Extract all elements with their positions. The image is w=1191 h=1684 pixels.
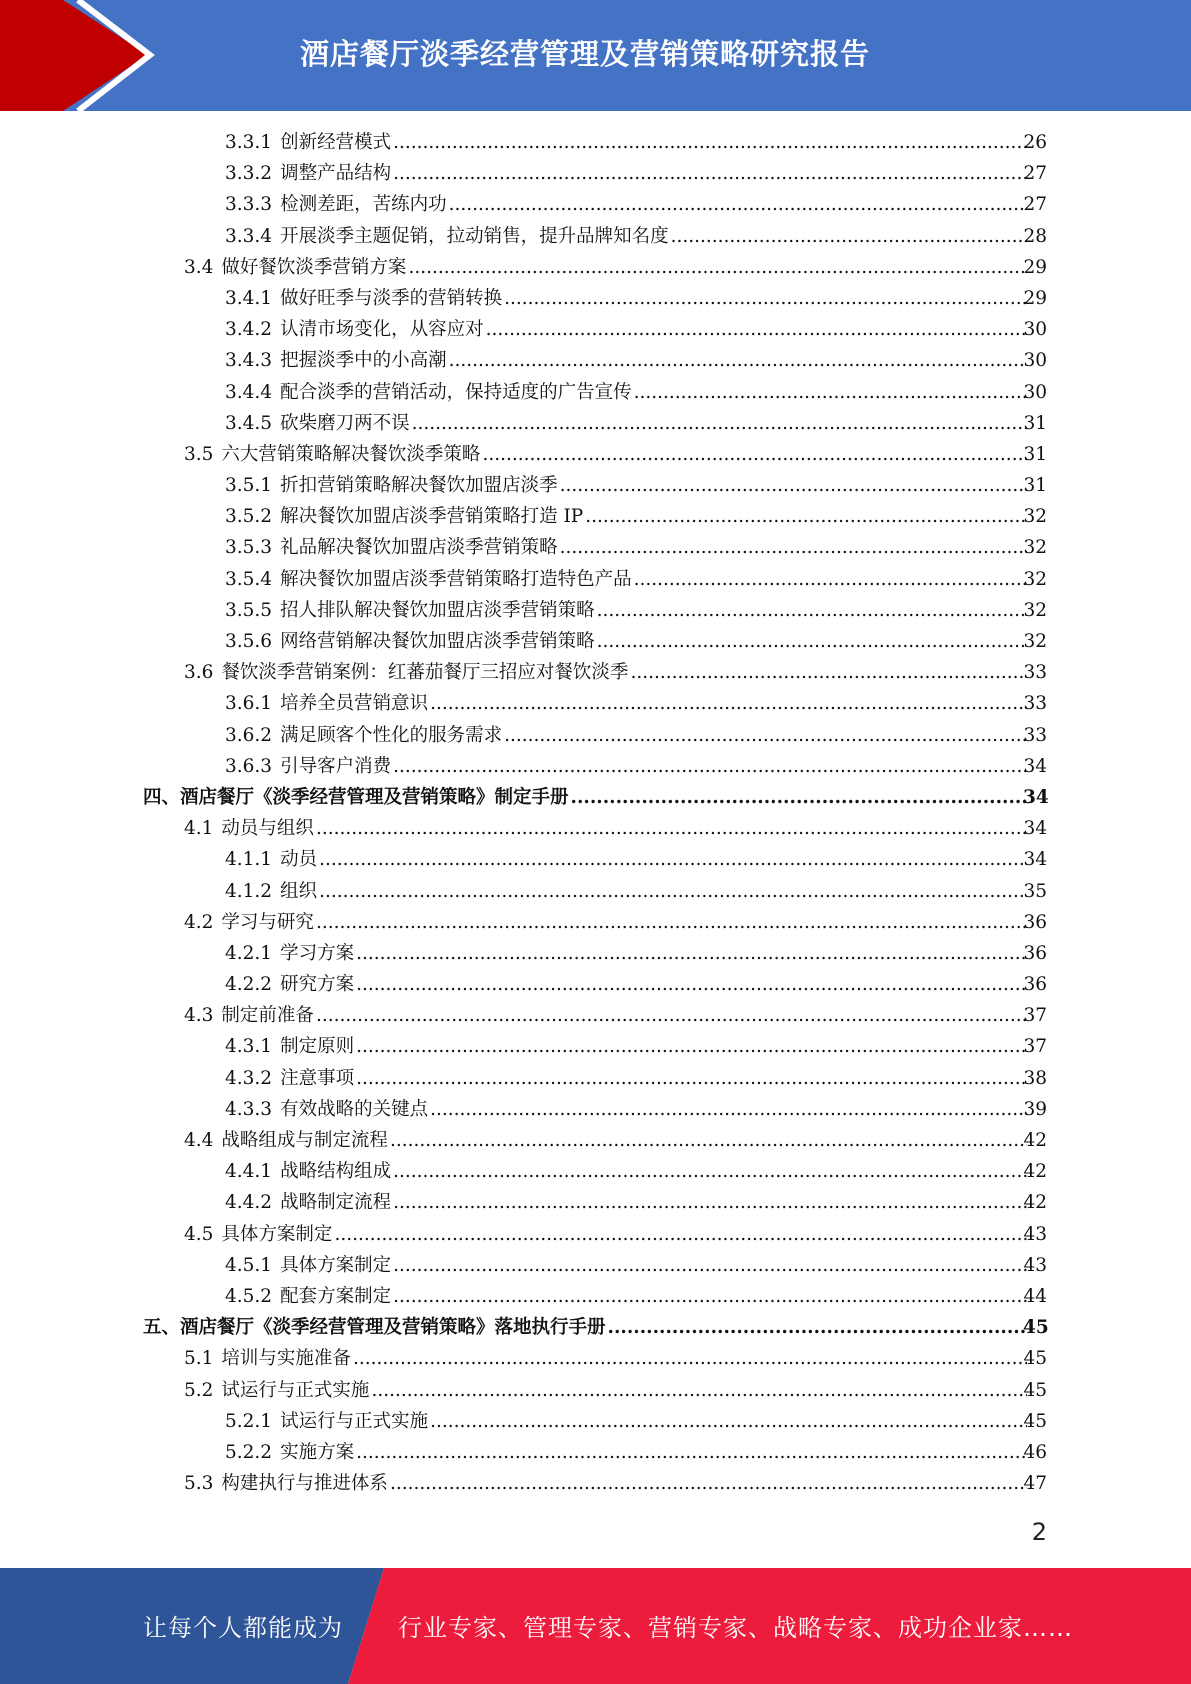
toc-leader-dots (319, 844, 1027, 875)
toc-entry-title: 引导客户消费 (280, 755, 392, 777)
toc-entry[interactable] (0, 969, 1191, 1000)
toc-entry-label (184, 907, 1029, 938)
toc-entry-number: 3.5.5 (225, 599, 273, 621)
toc-entry-number: 4.2 (184, 911, 214, 933)
toc-entry-title: 做好餐饮淡季营销方案 (221, 256, 407, 278)
toc-entry-number: 3.4.2 (225, 319, 273, 341)
toc-entry[interactable] (0, 127, 1191, 158)
toc-entry-page: 29 (1023, 256, 1047, 278)
toc-entry-number: 5.2 (184, 1379, 214, 1401)
toc-entry-page: 33 (1023, 724, 1047, 746)
toc-leader-dots (597, 626, 1027, 657)
toc-entry-page: 37 (1023, 1036, 1047, 1058)
toc-entry[interactable] (0, 720, 1191, 751)
toc-leader-dots (630, 657, 1027, 688)
toc-leader-dots (393, 1156, 1027, 1187)
toc-entry-title: 试运行与正式实施 (280, 1410, 429, 1432)
toc-entry-label (225, 470, 1029, 501)
toc-entry-label (225, 377, 1029, 408)
toc-entry-label (225, 314, 1029, 345)
toc-entry-label (225, 1094, 1029, 1125)
toc-leader-dots (486, 314, 1027, 345)
toc-entry-title: 解决餐饮加盟店淡季营销策略打造 IP (280, 506, 584, 528)
toc-entry-page: 36 (1023, 942, 1047, 964)
toc-leader-dots (393, 127, 1027, 158)
toc-entry-number: 5.3 (184, 1473, 214, 1495)
toc-leader-dots (597, 595, 1027, 626)
toc-entry-label (225, 501, 1029, 532)
toc-leader-dots (671, 221, 1027, 252)
toc-entry[interactable] (0, 189, 1191, 220)
toc-entry-title: 动员与组织 (221, 818, 314, 840)
toc-entry-label (225, 408, 1029, 439)
toc-entry-label (225, 938, 1029, 969)
table-of-contents (0, 127, 1191, 1499)
toc-entry-title: 具体方案制定 (280, 1254, 392, 1276)
toc-entry-title: 制定原则 (280, 1036, 355, 1058)
toc-entry-number: 3.5.1 (225, 475, 273, 497)
toc-entry-label (225, 1406, 1029, 1437)
toc-entry-number: 4.3.3 (225, 1098, 273, 1120)
toc-leader-dots (316, 813, 1027, 844)
toc-entry-label (225, 751, 1029, 782)
toc-entry-page: 36 (1023, 974, 1047, 996)
toc-entry-number: 3.3.3 (225, 194, 273, 216)
toc-entry-page: 45 (1023, 1379, 1047, 1401)
page-footer (0, 1568, 1191, 1684)
toc-entry[interactable] (0, 1031, 1191, 1062)
toc-leader-dots (390, 1125, 1027, 1156)
toc-entry-label (225, 189, 1029, 220)
toc-entry-title: 培养全员营销意识 (280, 693, 429, 715)
toc-entry-number: 3.5 (184, 443, 214, 465)
toc-entry[interactable] (0, 657, 1191, 688)
toc-entry-page: 45 (1023, 1348, 1047, 1370)
toc-leader-dots (390, 1468, 1027, 1499)
toc-entry-title: 开展淡季主题促销，拉动销售，提升品牌知名度 (280, 225, 669, 247)
toc-entry-title: 五、酒店餐厅《淡季经营管理及营销策略》落地执行手册 (143, 1317, 606, 1339)
toc-entry-number: 3.5.4 (225, 568, 273, 590)
toc-entry-number: 4.1.1 (225, 849, 273, 871)
toc-entry-page: 28 (1023, 225, 1047, 247)
toc-leader-dots (356, 1031, 1027, 1062)
toc-entry-label (184, 1219, 1029, 1250)
toc-entry-title: 六大营销策略解决餐饮淡季策略 (221, 443, 481, 465)
toc-entry-page: 42 (1023, 1161, 1047, 1183)
toc-entry[interactable] (0, 158, 1191, 189)
toc-entry-label (225, 221, 1029, 252)
toc-entry-number: 3.5.3 (225, 537, 273, 559)
toc-entry-title: 调整产品结构 (280, 163, 392, 185)
toc-entry-page: 29 (1023, 287, 1047, 309)
toc-entry-page: 39 (1023, 1098, 1047, 1120)
toc-entry-number: 3.4 (184, 256, 214, 278)
toc-entry-label (225, 969, 1029, 1000)
toc-leader-dots (430, 1406, 1027, 1437)
toc-entry-title: 战略结构组成 (280, 1161, 392, 1183)
toc-entry-number: 5.2.2 (225, 1441, 273, 1463)
toc-entry-title: 满足顾客个性化的服务需求 (280, 724, 503, 746)
toc-leader-dots (316, 907, 1027, 938)
toc-entry-label (184, 1343, 1029, 1374)
toc-entry-label (143, 782, 1029, 813)
toc-entry[interactable] (0, 564, 1191, 595)
toc-entry-label (225, 844, 1029, 875)
toc-entry[interactable] (0, 252, 1191, 283)
toc-entry-title: 培训与实施准备 (221, 1348, 351, 1370)
toc-leader-dots (316, 1000, 1027, 1031)
toc-entry-title: 动员 (280, 849, 318, 871)
toc-entry-label (184, 1468, 1029, 1499)
toc-entry-title: 砍柴磨刀两不误 (280, 412, 410, 434)
toc-entry-page: 30 (1023, 350, 1047, 372)
toc-entry-number: 5.2.1 (225, 1410, 273, 1432)
toc-entry-page: 33 (1023, 693, 1047, 715)
toc-leader-dots (585, 501, 1027, 532)
toc-entry-label (225, 720, 1029, 751)
toc-entry-label (225, 532, 1029, 563)
toc-entry-number: 3.6.3 (225, 755, 273, 777)
toc-entry-page: 30 (1023, 381, 1047, 403)
toc-entry[interactable] (0, 1281, 1191, 1312)
toc-entry-page: 42 (1023, 1192, 1047, 1214)
toc-entry-title: 具体方案制定 (221, 1223, 333, 1245)
toc-entry-number: 4.2.1 (225, 942, 273, 964)
toc-entry[interactable] (0, 1156, 1191, 1187)
toc-entry[interactable] (0, 813, 1191, 844)
toc-leader-dots (504, 720, 1027, 751)
toc-entry-number: 4.4.1 (225, 1161, 273, 1183)
toc-entry[interactable] (0, 221, 1191, 252)
toc-entry[interactable] (0, 626, 1191, 657)
toc-entry[interactable] (0, 345, 1191, 376)
toc-leader-dots (408, 252, 1027, 283)
toc-leader-dots (356, 1063, 1027, 1094)
toc-entry[interactable] (0, 1219, 1191, 1250)
toc-entry-label (143, 1312, 1029, 1343)
toc-entry[interactable] (0, 408, 1191, 439)
toc-leader-dots (634, 377, 1027, 408)
toc-entry-title: 试运行与正式实施 (221, 1379, 370, 1401)
toc-leader-dots (560, 532, 1027, 563)
toc-entry[interactable] (0, 439, 1191, 470)
toc-entry-title: 认清市场变化，从容应对 (280, 319, 484, 341)
toc-entry-label (184, 1375, 1029, 1406)
toc-entry-label (184, 252, 1029, 283)
toc-entry[interactable] (0, 1437, 1191, 1468)
toc-leader-dots (393, 1250, 1027, 1281)
toc-entry-title: 做好旺季与淡季的营销转换 (280, 287, 503, 309)
toc-entry[interactable] (0, 782, 1191, 813)
toc-entry[interactable] (0, 1468, 1191, 1499)
toc-entry-page: 36 (1023, 911, 1047, 933)
toc-entry-page: 32 (1023, 537, 1047, 559)
toc-entry-page: 44 (1023, 1285, 1047, 1307)
toc-entry[interactable] (0, 283, 1191, 314)
toc-entry-page: 32 (1023, 568, 1047, 590)
toc-leader-dots (504, 283, 1027, 314)
toc-entry[interactable] (0, 1312, 1191, 1343)
toc-entry[interactable] (0, 1125, 1191, 1156)
footer-slogan-left: 让每个人都能成为 (143, 1614, 343, 1642)
toc-entry-page: 37 (1023, 1005, 1047, 1027)
toc-entry-number: 3.3.4 (225, 225, 273, 247)
toc-entry[interactable] (0, 1187, 1191, 1218)
toc-entry-title: 创新经营模式 (280, 132, 392, 153)
toc-leader-dots (356, 1437, 1027, 1468)
toc-entry[interactable] (0, 1094, 1191, 1125)
toc-entry[interactable] (0, 1000, 1191, 1031)
toc-leader-dots (356, 969, 1027, 1000)
toc-leader-dots (482, 439, 1027, 470)
toc-entry-number: 4.5 (184, 1223, 214, 1245)
toc-entry-label (225, 876, 1029, 907)
toc-entry[interactable] (0, 751, 1191, 782)
toc-entry-label (225, 1031, 1029, 1062)
toc-entry-title: 配套方案制定 (280, 1285, 392, 1307)
toc-entry-page: 47 (1023, 1473, 1047, 1495)
toc-entry[interactable] (0, 876, 1191, 907)
toc-entry-page: 43 (1023, 1223, 1047, 1245)
toc-entry-label (225, 595, 1029, 626)
toc-entry-page: 43 (1023, 1254, 1047, 1276)
toc-entry-label (225, 688, 1029, 719)
document-title: 酒店餐厅淡季经营管理及营销策略研究报告 (300, 37, 871, 71)
footer-slogan-right: 行业专家、管理专家、营销专家、战略专家、成功企业家…… (398, 1614, 1073, 1642)
toc-entry-label (225, 1281, 1029, 1312)
toc-entry-number: 3.5.6 (225, 631, 273, 652)
toc-entry-title: 检测差距，苦练内功 (280, 194, 447, 216)
toc-entry-label (225, 1063, 1029, 1094)
toc-leader-dots (393, 158, 1027, 189)
toc-leader-dots (430, 688, 1027, 719)
toc-entry-number: 3.4.5 (225, 412, 273, 434)
toc-entry-label (225, 158, 1029, 189)
toc-leader-dots (356, 938, 1027, 969)
toc-entry-page: 31 (1023, 443, 1047, 465)
toc-leader-dots (353, 1343, 1027, 1374)
toc-entry-number: 4.5.2 (225, 1285, 273, 1307)
toc-entry-number: 4.2.2 (225, 974, 273, 996)
toc-entry-page: 35 (1023, 880, 1047, 902)
toc-entry-number: 3.4.3 (225, 350, 273, 372)
toc-entry-title: 解决餐饮加盟店淡季营销策略打造特色产品 (280, 568, 632, 590)
toc-entry-label (225, 283, 1029, 314)
toc-entry-title: 研究方案 (280, 974, 355, 996)
toc-entry-title: 礼品解决餐饮加盟店淡季营销策略 (280, 537, 558, 559)
toc-entry[interactable] (0, 1250, 1191, 1281)
toc-entry-label (225, 564, 1029, 595)
toc-leader-dots (334, 1219, 1027, 1250)
toc-entry-title: 战略制定流程 (280, 1192, 392, 1214)
toc-entry-label (225, 626, 1029, 657)
toc-entry-label (225, 127, 1029, 158)
toc-entry-number: 5.1 (184, 1348, 214, 1370)
toc-leader-dots (449, 345, 1027, 376)
toc-entry-number: 4.4 (184, 1130, 214, 1151)
toc-entry-label (184, 1125, 1029, 1156)
toc-entry[interactable] (0, 1375, 1191, 1406)
toc-entry-title: 招人排队解决餐饮加盟店淡季营销策略 (280, 599, 595, 621)
toc-entry-page: 34 (1023, 786, 1049, 808)
toc-entry-number: 4.3.1 (225, 1036, 273, 1058)
toc-entry-page: 26 (1023, 132, 1047, 153)
toc-entry-number: 3.3.2 (225, 163, 273, 185)
toc-entry[interactable] (0, 595, 1191, 626)
toc-entry-title: 制定前准备 (221, 1005, 314, 1027)
toc-entry[interactable] (0, 1406, 1191, 1437)
toc-entry-title: 注意事项 (280, 1067, 355, 1089)
toc-entry-page: 38 (1023, 1067, 1047, 1089)
toc-entry-number: 4.1 (184, 818, 214, 840)
toc-entry[interactable] (0, 844, 1191, 875)
toc-leader-dots (319, 876, 1027, 907)
toc-entry-label (184, 813, 1029, 844)
toc-leader-dots (393, 1281, 1027, 1312)
toc-entry-number: 3.4.4 (225, 381, 273, 403)
toc-entry[interactable] (0, 1343, 1191, 1374)
toc-entry-page: 32 (1023, 631, 1047, 652)
toc-entry[interactable] (0, 1063, 1191, 1094)
toc-leader-dots (449, 189, 1027, 220)
toc-entry-label (225, 345, 1029, 376)
toc-entry-title: 学习方案 (280, 942, 355, 964)
toc-entry[interactable] (0, 532, 1191, 563)
toc-entry-page: 42 (1023, 1130, 1047, 1151)
toc-entry[interactable] (0, 470, 1191, 501)
toc-entry-page: 31 (1023, 412, 1047, 434)
toc-entry-number: 4.5.1 (225, 1254, 273, 1276)
toc-entry-number: 3.6.2 (225, 724, 273, 746)
toc-leader-dots (412, 408, 1027, 439)
toc-leader-dots (393, 1187, 1027, 1218)
toc-entry-number: 4.3.2 (225, 1067, 273, 1089)
toc-entry-number: 3.5.2 (225, 506, 273, 528)
toc-entry-label (184, 439, 1029, 470)
toc-leader-dots (608, 1312, 1027, 1343)
toc-entry-number: 4.3 (184, 1005, 214, 1027)
toc-entry[interactable] (0, 907, 1191, 938)
toc-entry[interactable] (0, 688, 1191, 719)
toc-entry-label (225, 1250, 1029, 1281)
toc-entry-page: 45 (1023, 1317, 1049, 1339)
toc-leader-dots (634, 564, 1027, 595)
toc-entry-page: 46 (1023, 1441, 1047, 1463)
toc-entry-page: 27 (1023, 194, 1047, 216)
toc-entry[interactable] (0, 314, 1191, 345)
toc-entry-page: 33 (1023, 662, 1047, 684)
toc-entry-page: 27 (1023, 163, 1047, 185)
toc-entry-title: 配合淡季的营销活动，保持适度的广告宣传 (280, 381, 632, 403)
toc-entry-number: 3.6 (184, 662, 214, 684)
toc-entry-page: 34 (1023, 755, 1047, 777)
toc-entry-title: 构建执行与推进体系 (221, 1473, 388, 1495)
toc-entry-number: 3.4.1 (225, 287, 273, 309)
toc-entry-title: 实施方案 (280, 1441, 355, 1463)
toc-entry-page: 32 (1023, 599, 1047, 621)
toc-entry-page: 31 (1023, 475, 1047, 497)
toc-entry-page: 34 (1023, 818, 1047, 840)
toc-entry-title: 网络营销解决餐饮加盟店淡季营销策略 (280, 631, 595, 652)
toc-entry-title: 组织 (280, 880, 318, 902)
toc-entry-title: 有效战略的关键点 (280, 1098, 429, 1120)
page-header (0, 0, 1191, 111)
toc-entry-page: 45 (1023, 1410, 1047, 1432)
toc-entry-page: 32 (1023, 506, 1047, 528)
toc-entry-title: 把握淡季中的小高潮 (280, 350, 447, 372)
toc-entry-title: 四、酒店餐厅《淡季经营管理及营销策略》制定手册 (143, 786, 569, 808)
toc-leader-dots (571, 782, 1027, 813)
toc-entry-label (225, 1437, 1029, 1468)
toc-entry-number: 4.4.2 (225, 1192, 273, 1214)
toc-leader-dots (393, 751, 1027, 782)
toc-entry[interactable] (0, 377, 1191, 408)
toc-entry-title: 学习与研究 (221, 911, 314, 933)
toc-entry-number: 3.3.1 (225, 132, 273, 153)
toc-entry-number: 4.1.2 (225, 880, 273, 902)
toc-entry-title: 餐饮淡季营销案例：红蕃茄餐厅三招应对餐饮淡季 (221, 662, 629, 684)
toc-leader-dots (371, 1375, 1027, 1406)
page-number: 2 (1031, 1518, 1047, 1546)
toc-entry[interactable] (0, 938, 1191, 969)
toc-entry-page: 30 (1023, 319, 1047, 341)
toc-leader-dots (430, 1094, 1027, 1125)
toc-entry-title: 战略组成与制定流程 (221, 1130, 388, 1151)
toc-entry-page: 34 (1023, 849, 1047, 871)
toc-entry-label (225, 1156, 1029, 1187)
toc-leader-dots (560, 470, 1027, 501)
toc-entry-label (184, 1000, 1029, 1031)
toc-entry-label (184, 657, 1029, 688)
toc-entry-title: 折扣营销策略解决餐饮加盟店淡季 (280, 475, 558, 497)
toc-entry-number: 3.6.1 (225, 693, 273, 715)
toc-entry[interactable] (0, 501, 1191, 532)
toc-entry-label (225, 1187, 1029, 1218)
